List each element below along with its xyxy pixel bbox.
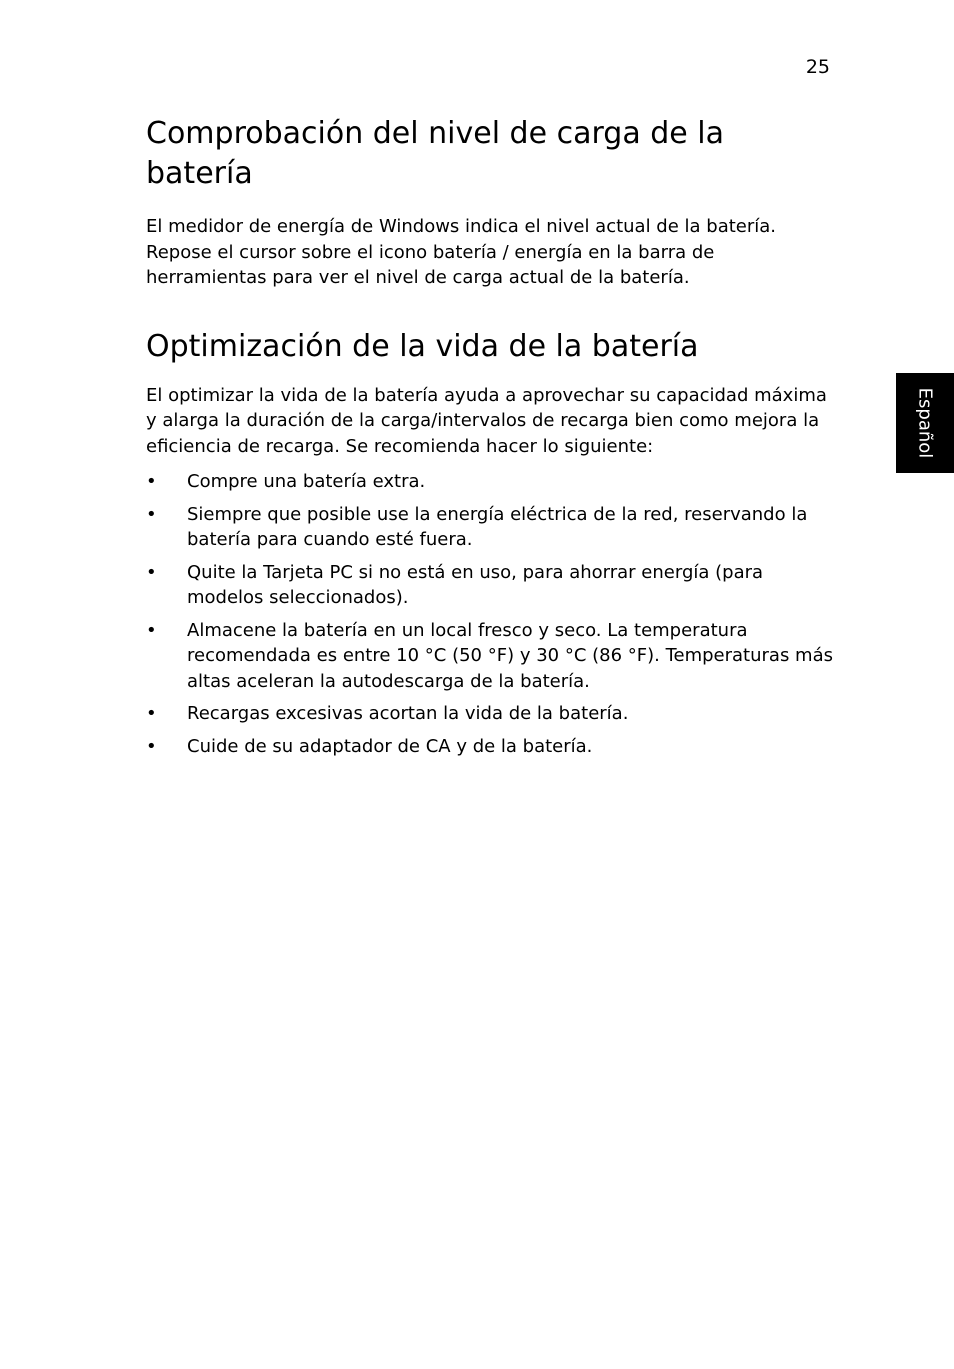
bullet-icon: •	[146, 503, 157, 525]
language-tab-label: Español	[914, 387, 936, 459]
list-item-text: Compre una batería extra.	[187, 471, 426, 492]
bullet-icon: •	[146, 703, 157, 724]
bullet-icon: •	[146, 619, 157, 641]
section-paragraph-battery-life: El optimizar la vida de la batería ayuda a aprovechar su capacidad máxima y alarga la duración de la carga/intervalos de recarga bien como mejora la eficiencia de recarga. Se recomienda hacer lo siguiente:	[146, 384, 827, 457]
language-tab	[896, 373, 954, 473]
tips-list	[146, 469, 834, 759]
list-item-text: Recargas excesivas acortan la vida de la batería.	[187, 703, 629, 724]
list-item	[146, 560, 834, 611]
page-number: 25	[805, 56, 830, 78]
section-heading-battery-life: Optimización de la vida de la batería	[146, 328, 699, 364]
list-item	[146, 502, 834, 553]
list-item-text: Almacene la batería en un local fresco y seco. La temperatura recomendada es entre 10 °C (50 °F) y 30 °C (86 °F). Temperaturas más altas aceleran la autodescarga de la batería.	[187, 619, 833, 692]
bullet-icon: •	[146, 735, 157, 757]
list-item-text: Cuide de su adaptador de CA y de la batería.	[187, 735, 593, 757]
section-heading-battery-level: Comprobación del nivel de carga de la batería	[146, 116, 724, 191]
page-content	[146, 114, 834, 766]
section-paragraph-battery-level: El medidor de energía de Windows indica el nivel actual de la batería. Repose el cursor sobre el icono batería / energía en la barra de herramientas para ver el nivel de carga actual de la batería.	[146, 216, 777, 288]
list-item-text: Siempre que posible use la energía eléctrica de la red, reservando la batería para cuando esté fuera.	[187, 503, 808, 550]
bullet-icon: •	[146, 561, 157, 583]
list-item	[146, 734, 834, 760]
list-item	[146, 701, 834, 727]
list-item	[146, 618, 834, 695]
bullet-icon: •	[146, 471, 157, 492]
list-item-text: Quite la Tarjeta PC si no está en uso, para ahorrar energía (para modelos seleccionados).	[187, 561, 764, 608]
list-item	[146, 469, 834, 495]
